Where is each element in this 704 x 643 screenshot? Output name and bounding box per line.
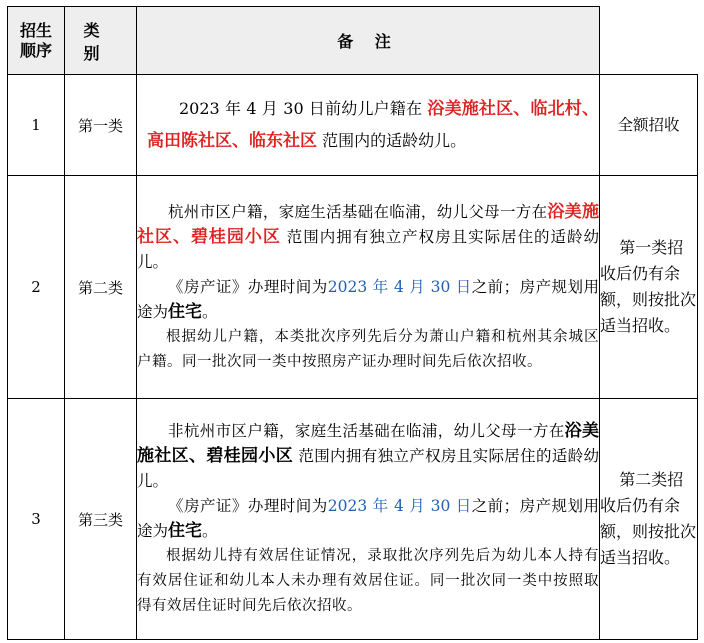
row-kind: 第一类 xyxy=(65,75,137,176)
row-number: 2 xyxy=(8,176,65,399)
desc-area-highlight: 浴美施社区、碧桂园小区 xyxy=(137,201,599,247)
desc-text: 之前；房产规划用途为 xyxy=(137,277,599,321)
desc-usage-highlight: 住宅 xyxy=(168,521,203,541)
desc-date: 2023 年 4 月 30 日 xyxy=(327,497,472,515)
row-kind: 第二类 xyxy=(65,176,137,399)
header-sequence-line1: 招生 xyxy=(19,20,52,40)
row-description xyxy=(137,75,600,176)
header-sequence-line2: 顺序 xyxy=(19,40,52,60)
table-row xyxy=(8,399,698,640)
desc-text: 范围内拥有独立产权房且实际居住的适龄幼儿。 xyxy=(137,227,599,271)
desc-area-highlight: 浴美施社区、临北村、高田陈社区、临东社区 xyxy=(147,99,599,151)
remark-text: 第二类招收后仍有余额，则按批次适当招收。 xyxy=(600,470,697,567)
header-category: 类 别 xyxy=(65,7,137,75)
desc-text: 《房产证》办理时间为 xyxy=(168,497,328,515)
desc-text: 《房产证》办理时间为 xyxy=(168,277,328,296)
table-row xyxy=(8,176,698,399)
header-sequence xyxy=(8,7,65,75)
desc-text: 杭州市区户籍，家庭生活基础在临浦，幼儿父母一方在 xyxy=(168,202,548,221)
desc-rule: 根据幼儿持有效居住证情况，录取批次序列先后为幼儿本人持有有效居住证和幼儿本人未办理有效居住证。同一批次同一类中按照取得有效居住证时间先后依次招收。 xyxy=(137,548,599,614)
remark-text: 第一类招收后仍有余额，则按批次适当招收。 xyxy=(600,238,697,335)
row-kind: 第三类 xyxy=(65,399,137,640)
desc-usage-highlight: 住宅 xyxy=(168,301,203,322)
desc-text: 。 xyxy=(202,302,218,321)
row-description xyxy=(137,176,600,399)
row-description xyxy=(137,399,600,640)
desc-text: 范围内拥有独立产权房且实际居住的适龄幼儿。 xyxy=(137,447,599,490)
desc-text: 之前；房产规划用途为 xyxy=(137,497,599,540)
header-remark: 备 注 xyxy=(137,7,600,75)
desc-text: 。 xyxy=(202,522,218,540)
row-remark xyxy=(600,176,698,399)
table-row xyxy=(8,75,698,176)
table-header-row xyxy=(8,7,698,75)
desc-area-highlight: 浴美施社区、碧桂园小区 xyxy=(137,421,599,466)
desc-text: 非杭州市区户籍，家庭生活基础在临浦，幼儿父母一方在 xyxy=(168,422,565,440)
row-remark xyxy=(600,399,698,640)
row-number: 3 xyxy=(8,399,65,640)
desc-text: 2023 年 4 月 30 日前幼儿户籍在 xyxy=(179,99,423,118)
desc-text: 范围内的适龄幼儿。 xyxy=(322,131,467,150)
row-number: 1 xyxy=(8,75,65,176)
desc-date: 2023 年 4 月 30 日 xyxy=(327,277,472,296)
row-remark: 全额招收 xyxy=(600,75,698,176)
desc-rule: 根据幼儿户籍，本类批次序列先后分为萧山户籍和杭州其余城区户籍。同一批次同一类中按照房产证办理时间先后依次招收。 xyxy=(137,328,599,370)
admission-table xyxy=(7,6,698,640)
